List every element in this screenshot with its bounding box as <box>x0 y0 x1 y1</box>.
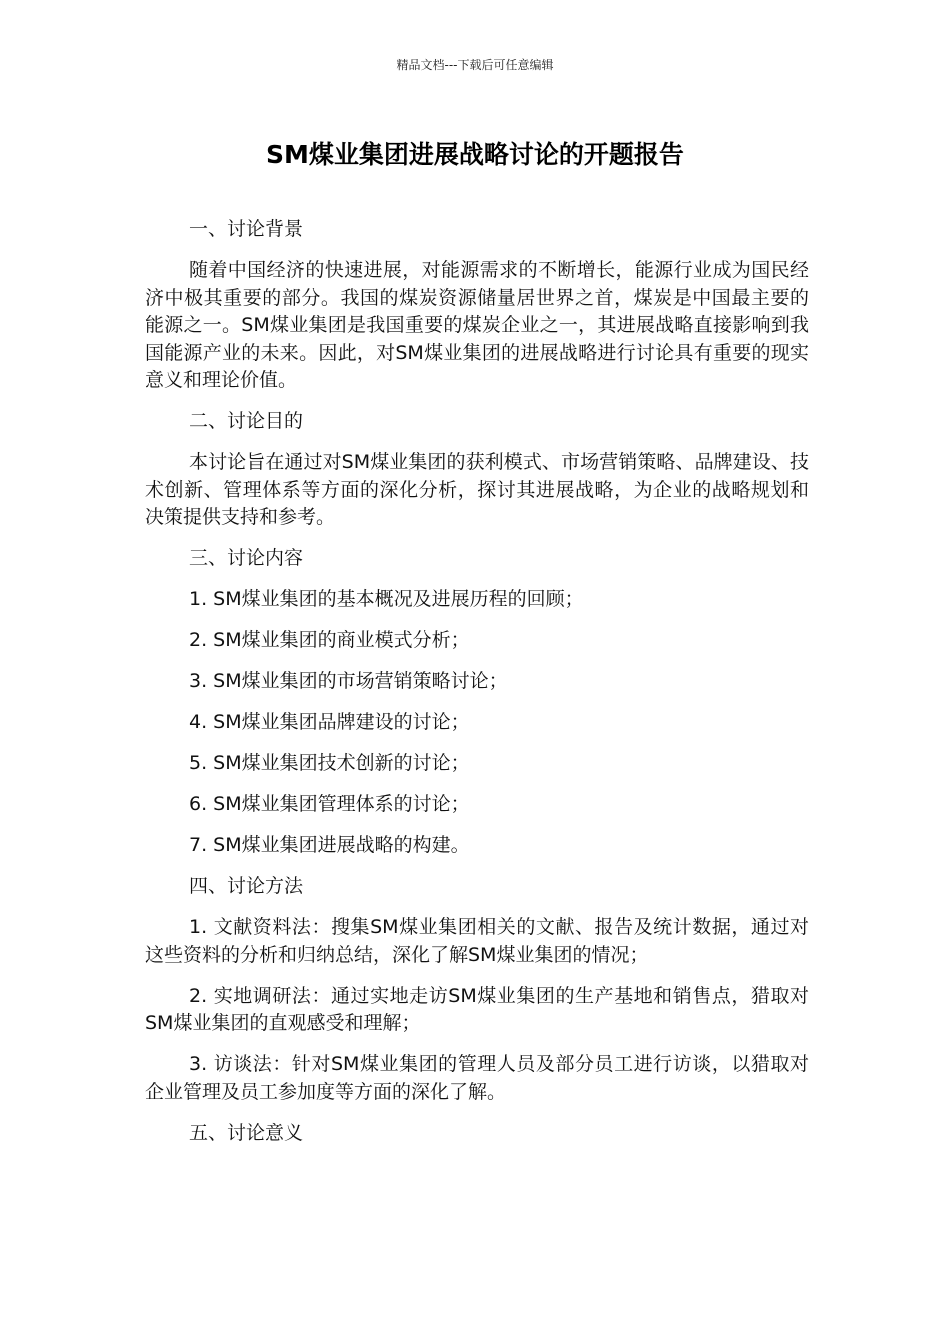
document-title: SM煤业集团进展战略讨论的开题报告 <box>266 140 684 169</box>
section-paragraph: 1. 文献资料法：搜集SM煤业集团相关的文献、报告及统计数据，通过对这些资料的分析和归纳总结，深化了解SM煤业集团的情况； <box>145 916 809 966</box>
section-paragraph: 本讨论旨在通过对SM煤业集团的获利模式、市场营销策略、品牌建设、技术创新、管理体系等方面的深化分析，探讨其进展战略，为企业的战略规划和决策提供支持和参考。 <box>145 451 809 528</box>
document-body <box>145 216 809 1161</box>
section-methods <box>145 873 809 1106</box>
list-item: 6. SM煤业集团管理体系的讨论； <box>189 793 470 815</box>
section-content <box>145 545 809 860</box>
section-paragraph: 3. 访谈法：针对SM煤业集团的管理人员及部分员工进行访谈，以猎取对企业管理及员工参加度等方面的深化了解。 <box>145 1053 809 1103</box>
list-item: 3. SM煤业集团的市场营销策略讨论； <box>189 670 508 692</box>
section-heading: 五、讨论意义 <box>189 1121 304 1144</box>
section-heading: 二、讨论目的 <box>189 410 304 432</box>
list-item: 7. SM煤业集团进展战略的构建。 <box>189 834 470 856</box>
section-background <box>145 216 809 395</box>
section-paragraph: 2. 实地调研法：通过实地走访SM煤业集团的生产基地和销售点，猎取对SM煤业集团的直观感受和理解； <box>145 984 809 1034</box>
section-heading: 一、讨论背景 <box>189 218 304 240</box>
list-item: 4. SM煤业集团品牌建设的讨论； <box>189 711 470 733</box>
list-item: 1. SM煤业集团的基本概况及进展历程的回顾； <box>189 588 584 610</box>
list-item: 5. SM煤业集团技术创新的讨论； <box>189 752 470 774</box>
section-paragraph: 随着中国经济的快速进展，对能源需求的不断增长，能源行业成为国民经济中极其重要的部分。我国的煤炭资源储量居世界之首，煤炭是中国最主要的能源之一。SM煤业集团是我国重要的煤炭企业之一，其进展战略直接影响到我国能源产业的未来。因此，对SM煤业集团的进展战略进行讨论具有重要的现实意义和理论价值。 <box>145 259 809 391</box>
section-heading: 三、讨论内容 <box>189 547 304 569</box>
header-note: 精品文档---下载后可任意编辑 <box>396 58 554 72</box>
list-item: 2. SM煤业集团的商业模式分析； <box>189 629 470 651</box>
section-purpose <box>145 408 809 532</box>
section-significance <box>145 1120 809 1148</box>
content-list <box>145 586 809 860</box>
section-heading: 四、讨论方法 <box>189 875 304 897</box>
